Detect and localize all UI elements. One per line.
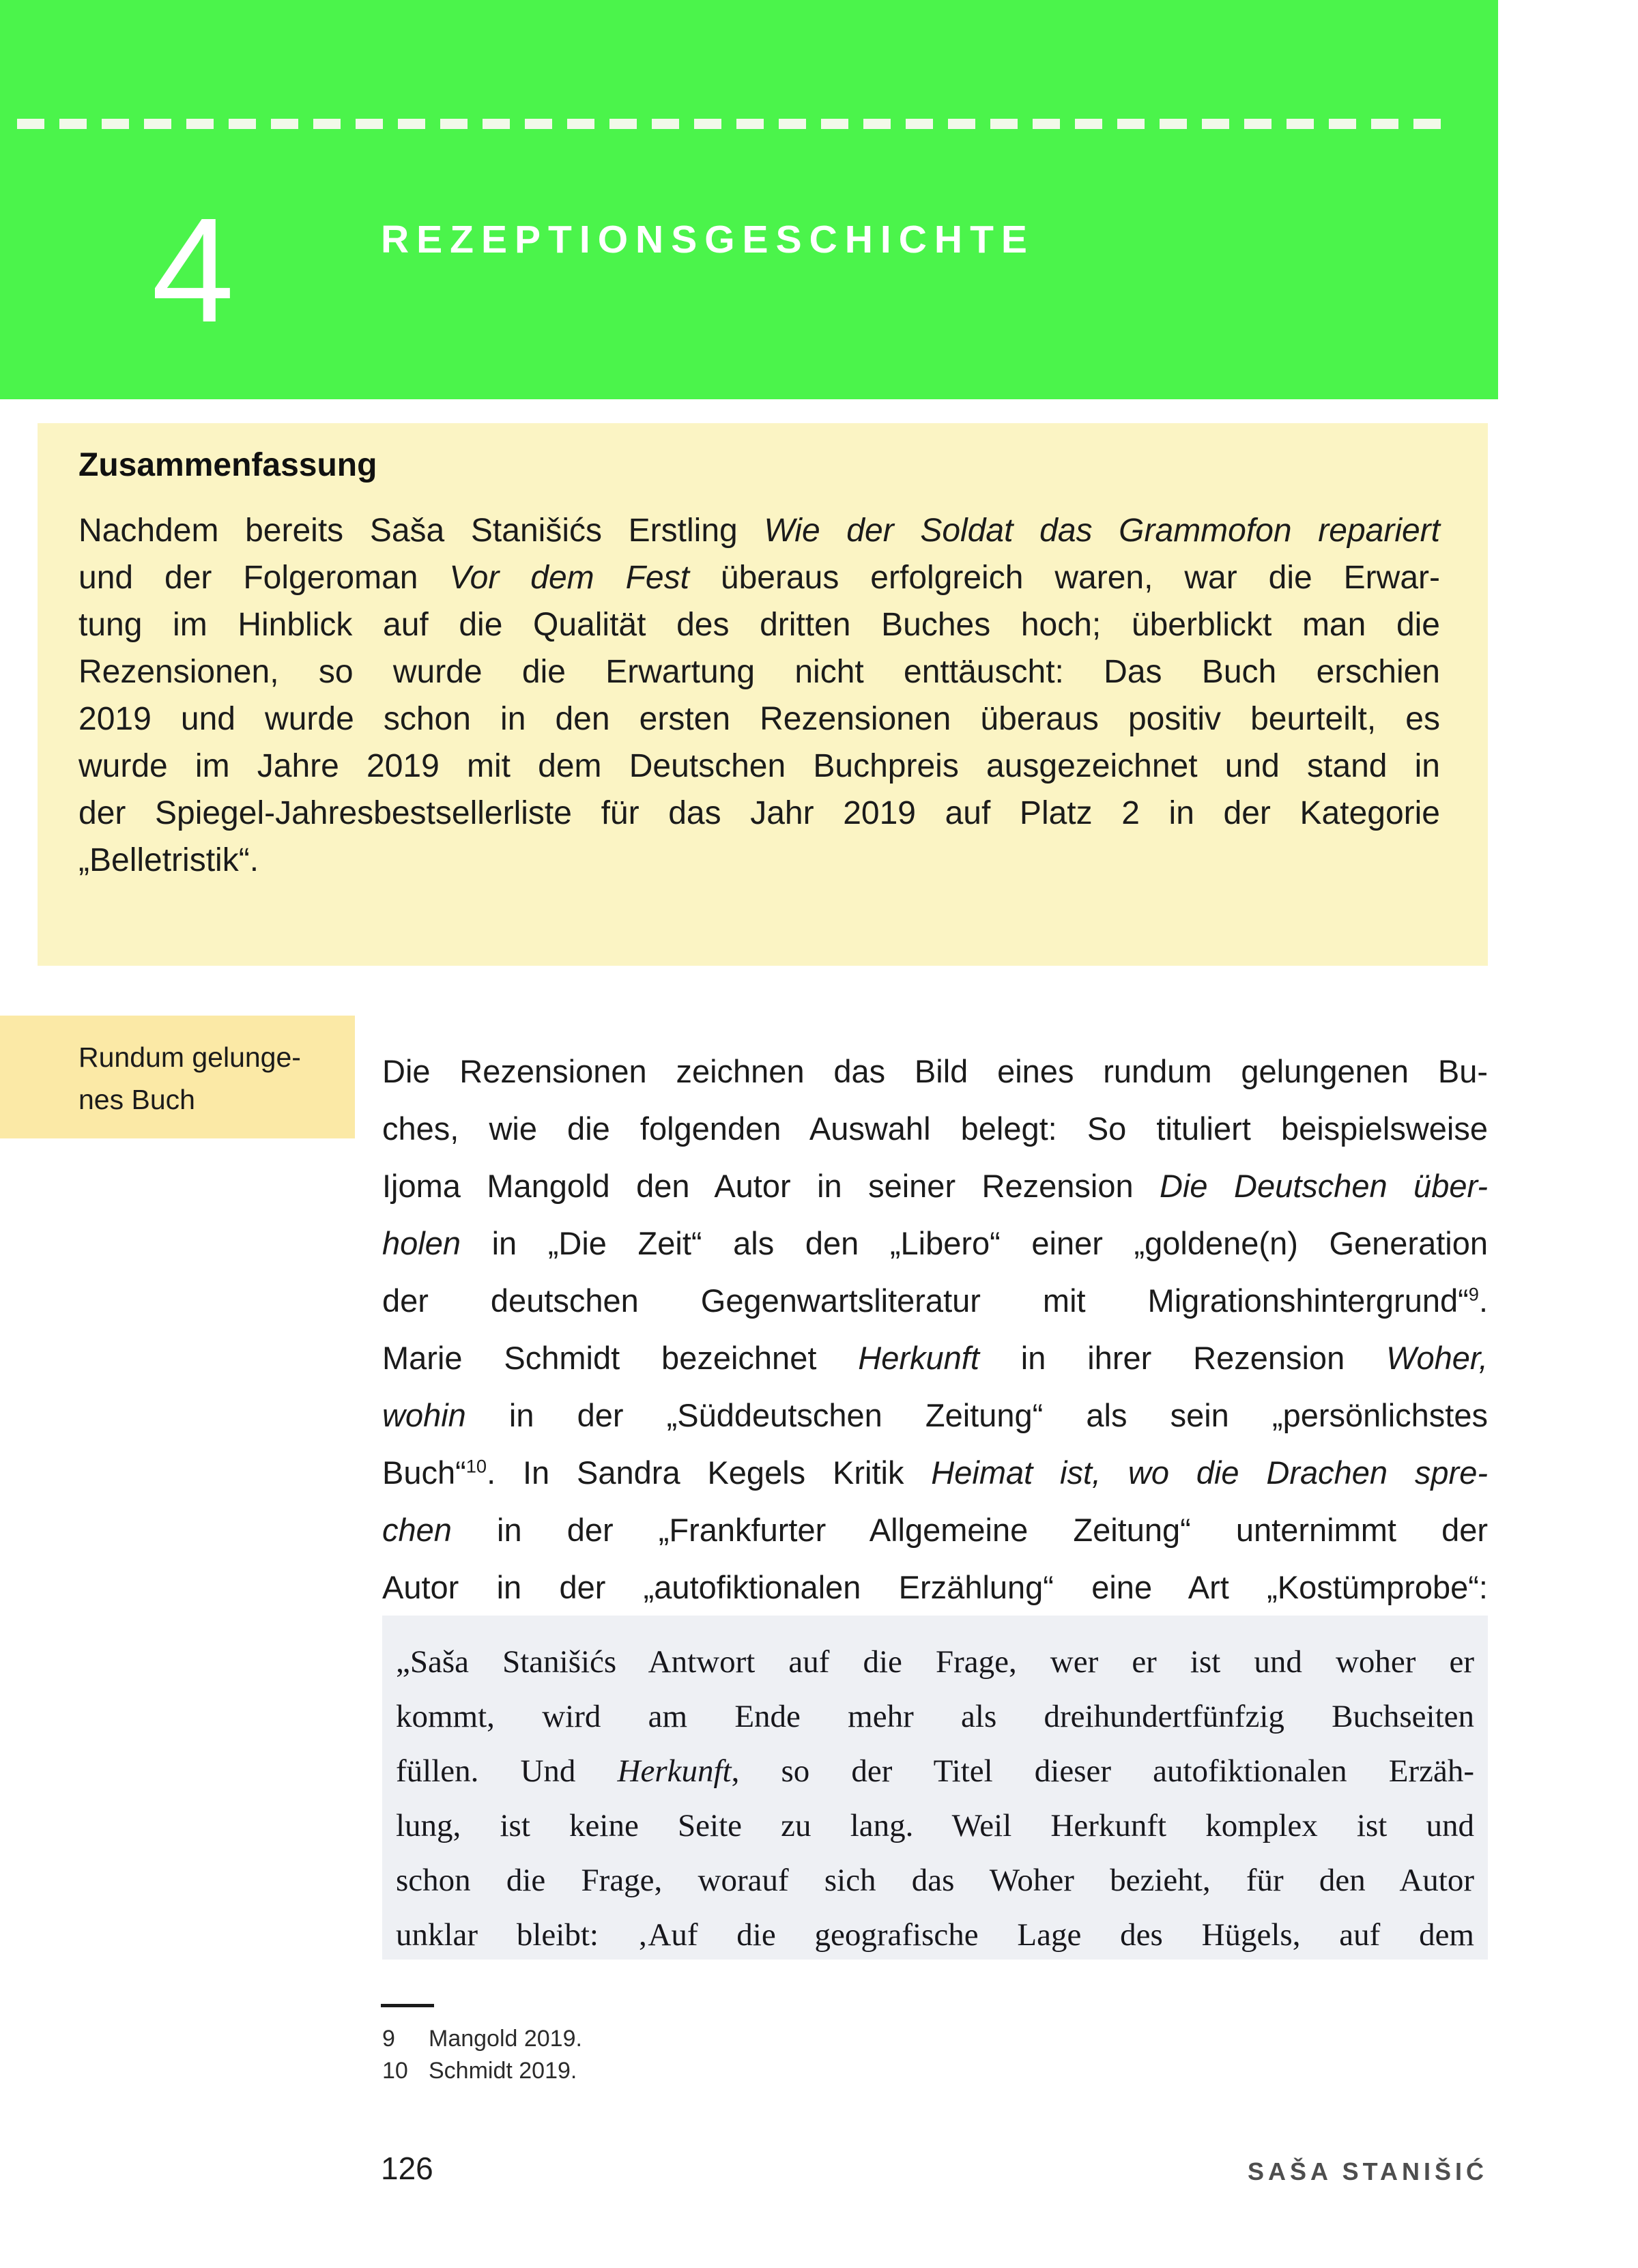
quote-line: unklar bleibt: ‚Auf die geografische Lage des Hügels, auf dem (396, 1917, 1474, 1953)
body-line: wohin in der „Süddeutschen Zeitung“ als sein „persönlichstes (382, 1397, 1488, 1433)
summary-box (38, 423, 1488, 966)
body-paragraph (382, 1043, 1488, 1616)
quote-line: schon die Frage, worauf sich das Woher bezieht, für den Autor (396, 1863, 1474, 1898)
summary-heading: Zusammenfassung (78, 447, 377, 483)
quote-line: kommt, wird am Ende mehr als dreihundertfünfzig Buchseiten (396, 1699, 1474, 1734)
quote-box (382, 1616, 1488, 1960)
footnote-separator (381, 2004, 434, 2007)
body-line: Ijoma Mangold den Autor in seiner Rezension Die Deutschen über- (382, 1168, 1488, 1204)
quote-line: lung, ist keine Seite zu lang. Weil Herkunft komplex ist und (396, 1808, 1474, 1843)
summary-line: Nachdem bereits Saša Stanišićs Erstling Wie der Soldat das Grammofon repariert (78, 513, 1440, 549)
footnote-item (382, 2023, 582, 2055)
footnote-number: 9 (382, 2026, 395, 2052)
footnote-item (382, 2055, 582, 2087)
summary-line: wurde im Jahre 2019 mit dem Deutschen Buchpreis ausgezeichnet und stand in (78, 748, 1440, 785)
body-line: Autor in der „autofiktionalen Erzählung“ eine Art „Kostümprobe“: (382, 1569, 1488, 1605)
chapter-number: 4 (152, 188, 235, 354)
body-line: Buch“$^{10}$. In Sandra Kegels Kritik Heimat ist, wo die Drachen spre- (382, 1454, 1488, 1491)
footnote-text: Mangold 2019. (429, 2026, 582, 2052)
margin-note-line: Rundum gelunge- (78, 1042, 301, 1073)
body-line: ches, wie die folgenden Auswahl belegt: So tituliert beispielsweise (382, 1110, 1488, 1147)
running-header-author: SAŠA STANIŠIĆ (1247, 2157, 1488, 2185)
quote-line: „Saša Stanišićs Antwort auf die Frage, wer er ist und woher er (396, 1644, 1474, 1680)
chapter-title: REZEPTIONSGESCHICHTE (381, 218, 1035, 261)
body-line: der deutschen Gegenwartsliteratur mit Migrationshintergrund“$^9$. (382, 1282, 1488, 1319)
margin-note (0, 1016, 355, 1138)
quote-line: füllen. Und Herkunft, so der Titel dieser autofiktionalen Erzäh- (396, 1753, 1474, 1789)
footnotes (382, 2023, 582, 2087)
summary-line: Rezensionen, so wurde die Erwartung nicht enttäuscht: Das Buch erschien (78, 654, 1440, 691)
margin-note-line: nes Buch (78, 1084, 195, 1115)
footnote-text: Schmidt 2019. (429, 2058, 577, 2084)
body-line: Marie Schmidt bezeichnet Herkunft in ihrer Rezension Woher, (382, 1340, 1488, 1376)
summary-line: 2019 und wurde schon in den ersten Rezensionen überaus positiv beurteilt, es (78, 701, 1440, 738)
footnote-number: 10 (382, 2058, 408, 2084)
body-line: Die Rezensionen zeichnen das Bild eines rundum gelungenen Bu- (382, 1053, 1488, 1089)
summary-paragraph (78, 507, 1440, 884)
summary-line: und der Folgeroman Vor dem Fest überaus erfolgreich waren, war die Erwar- (78, 560, 1440, 597)
chapter-header-band (0, 0, 1498, 399)
summary-line: tung im Hinblick auf die Qualität des dritten Buches hoch; überblickt man die (78, 607, 1440, 644)
dashed-divider (17, 119, 1454, 129)
page-number: 126 (381, 2151, 433, 2186)
body-line: holen in „Die Zeit“ als den „Libero“ einer „goldene(n) Generation (382, 1225, 1488, 1261)
summary-line: der Spiegel-Jahresbestsellerliste für das Jahr 2019 auf Platz 2 in der Kategorie (78, 795, 1440, 832)
body-line: chen in der „Frankfurter Allgemeine Zeitung“ unternimmt der (382, 1512, 1488, 1548)
summary-line: „Belletristik“. (78, 842, 259, 879)
